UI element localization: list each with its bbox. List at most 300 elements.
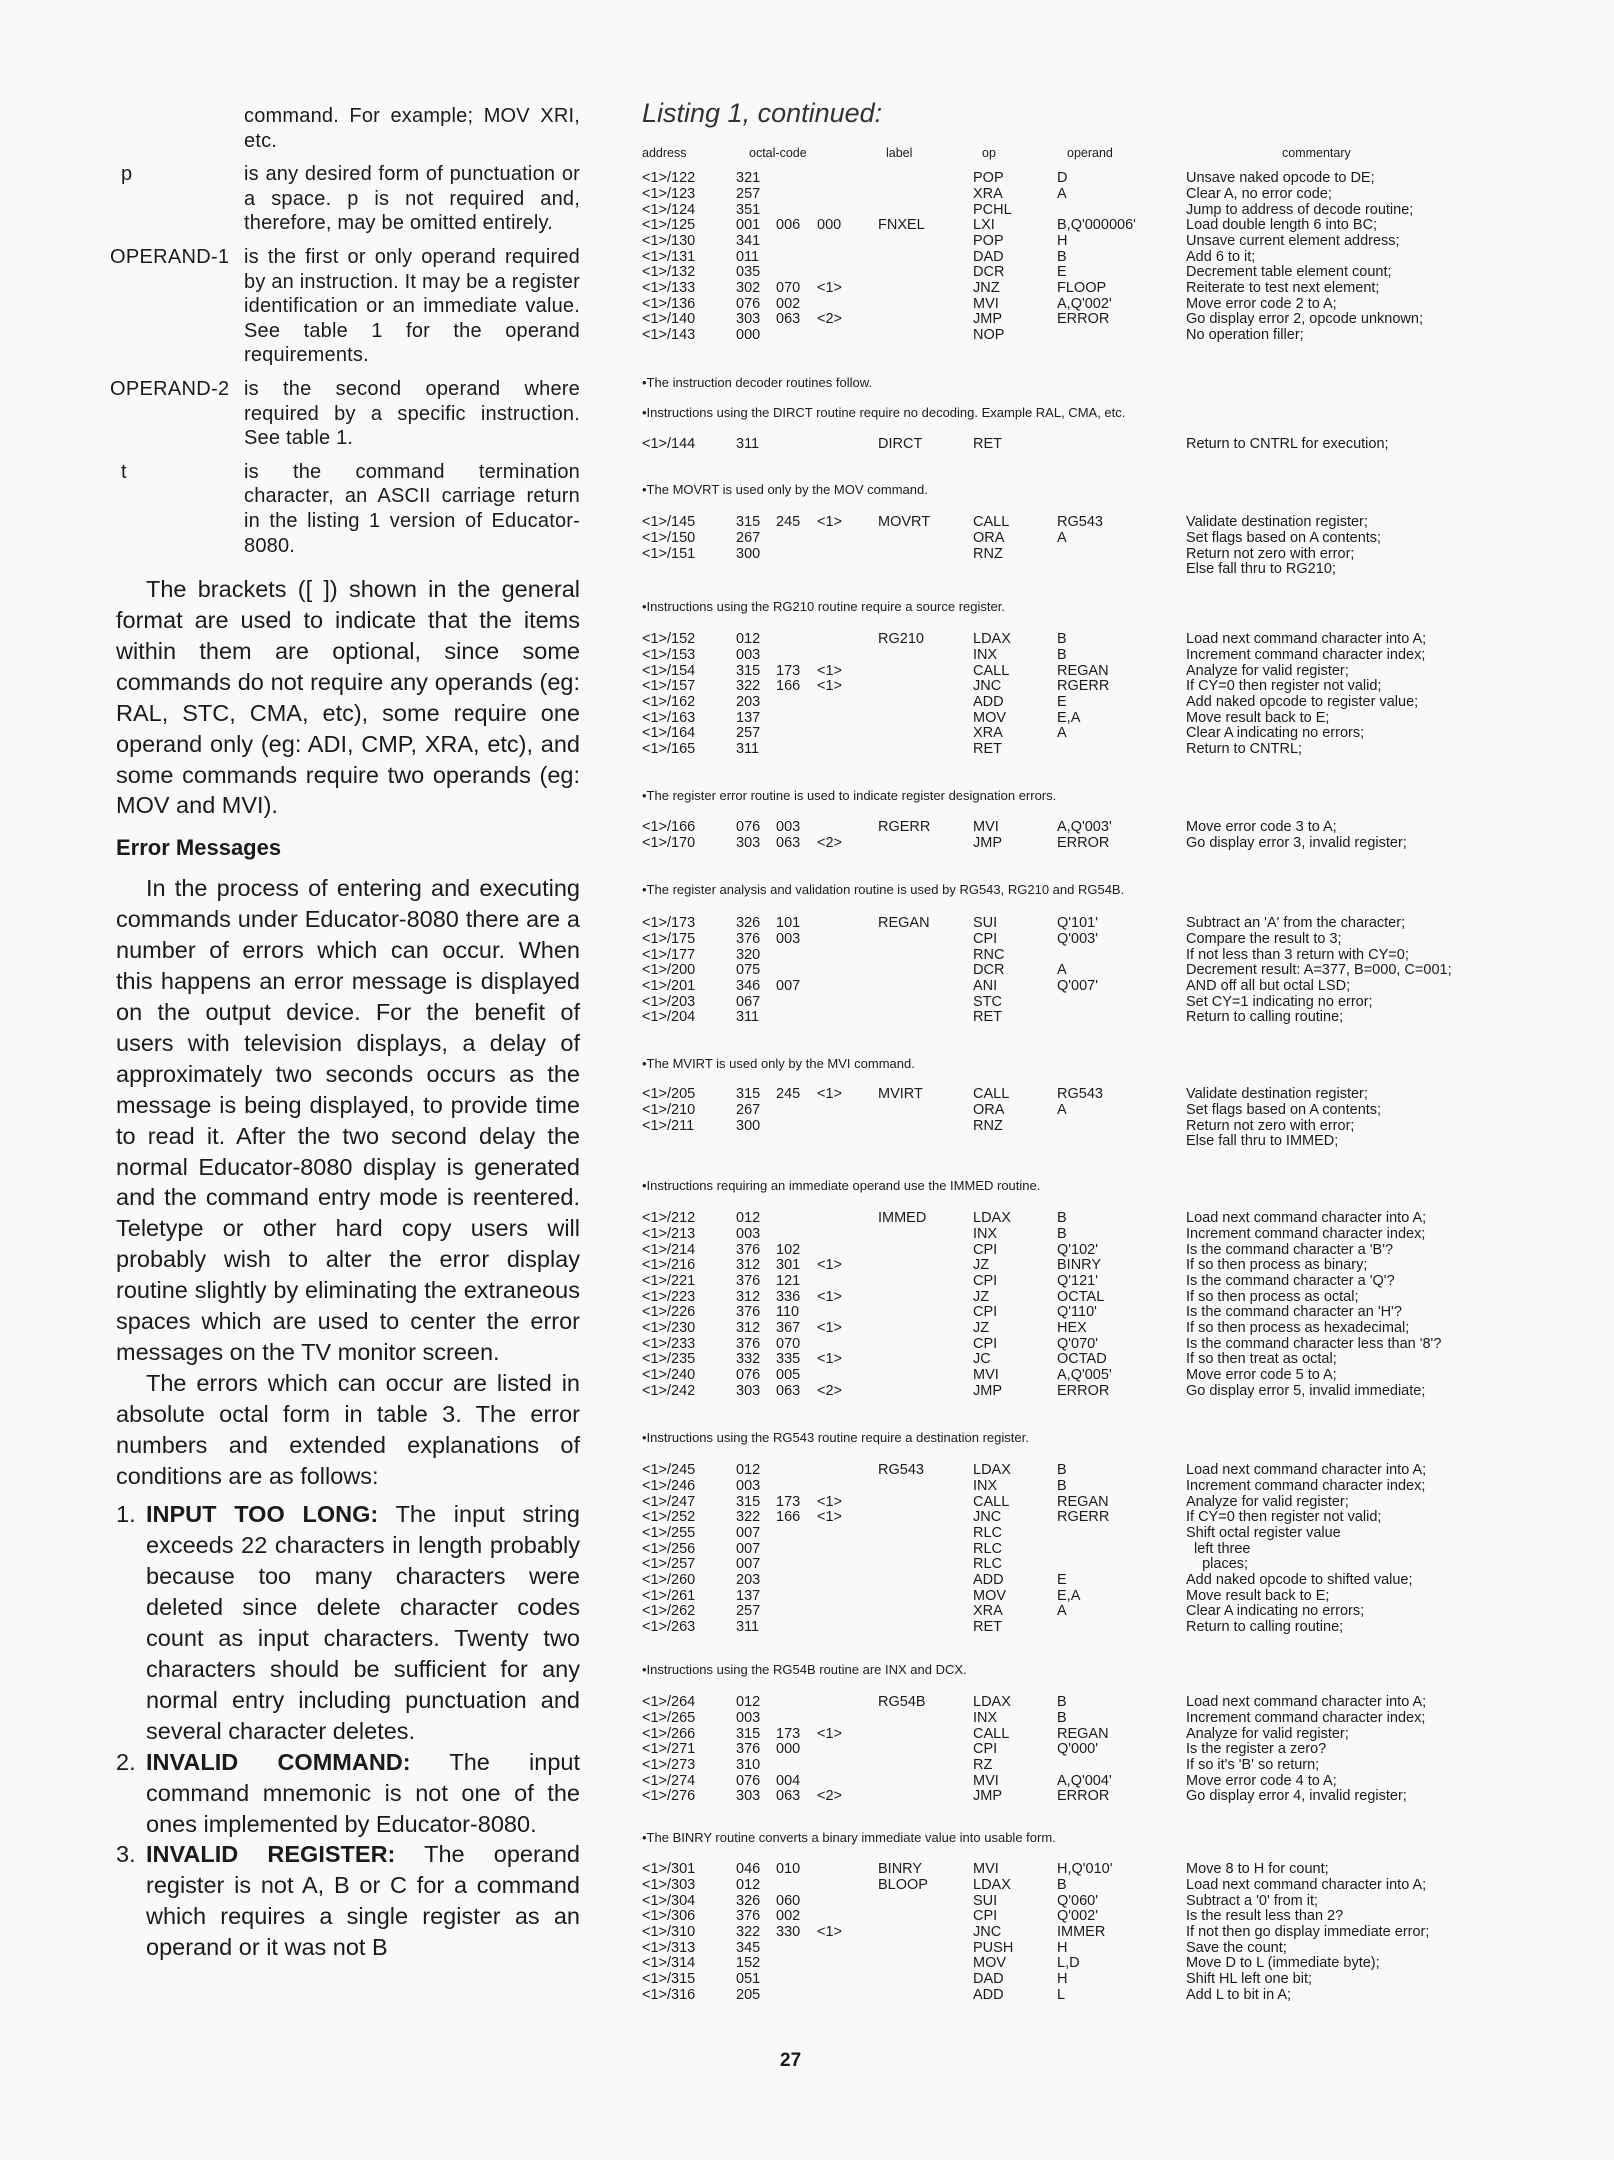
paragraph-errors-list-intro: The errors which can occur are listed in absolute octal form in table 3. The error numbers and extended explanations of conditions are as follows: [116,1369,580,1489]
listing-octal-byte-1: 346 [736,977,761,994]
listing-opcode: DAD [973,1971,1004,1988]
listing-opcode: RLC [973,1540,1003,1557]
listing-commentary: Decrement result: A=377, B=000, C=001; [1186,962,1452,979]
listing-operand: Q'121' [1057,1272,1099,1289]
listing-octal-byte-1: 001 [736,217,761,234]
listing-section-note: •The MOVRT is used only by the MOV command. [642,482,928,497]
listing-operand: RG543 [1057,1086,1103,1103]
error-description: The input string exceeds 22 characters in length probably because too many characters were deleted since delete character codes count as input characters. Twenty two characters should be sufficient for any normal entry including punctuation and several character deletes. [146,1501,580,1744]
listing-operand: A [1057,185,1067,202]
listing-section-note: •Instructions using the DIRCT routine require no decoding. Example RAL, CMA, etc. [642,405,1126,420]
listing-commentary: Set flags based on A contents; [1186,1101,1382,1118]
listing-commentary: Is the command character an 'H'? [1186,1304,1402,1321]
listing-address: <1>/260 [642,1572,696,1589]
listing-row [0,187,1614,203]
listing-opcode: JZ [973,1320,990,1337]
listing-label: REGAN [878,915,930,932]
listing-octal-byte-2: 000 [776,1741,801,1758]
listing-octal-byte-1: 303 [736,1382,761,1399]
listing-octal-byte-1: 267 [736,529,761,546]
listing-commentary: Return to calling routine; [1186,1619,1344,1636]
listing-address: <1>/316 [642,1986,696,2003]
listing-octal-byte-1: 075 [736,962,761,979]
listing-row [0,1988,1614,2004]
listing-commentary: Move error code 2 to A; [1186,295,1337,312]
listing-commentary: Else fall thru to RG210; [1186,561,1336,578]
listing-commentary: Move D to L (immediate byte); [1186,1955,1380,1972]
listing-address: <1>/165 [642,741,696,758]
listing-commentary: Add naked opcode to register value; [1186,693,1419,710]
listing-operand: A [1057,725,1067,742]
listing-row [0,1321,1614,1337]
listing-opcode: MVI [973,1861,999,1878]
listing-octal-byte-1: 315 [736,1493,761,1510]
listing-opcode: INX [973,1225,998,1242]
listing-operand: Q'102' [1057,1241,1099,1258]
listing-opcode: JMP [973,1788,1002,1805]
listing-operand: B [1057,1709,1067,1726]
listing-commentary: Move error code 4 to A; [1186,1772,1337,1789]
listing-label: BINRY [878,1861,923,1878]
listing-address: <1>/140 [642,311,696,328]
listing-label: IMMED [878,1210,927,1227]
listing-row [0,1956,1614,1972]
listing-octal-byte-1: 012 [736,631,761,648]
listing-address: <1>/204 [642,1009,696,1026]
listing-address: <1>/210 [642,1101,696,1118]
listing-operand: B [1057,248,1067,265]
error-title: INPUT TOO LONG: [146,1501,379,1528]
listing-commentary: Decrement table element count; [1186,264,1392,281]
listing-address: <1>/261 [642,1587,696,1604]
error-description: The operand register is not A, B or C for a command which requires a single register as an operand or it was not B [146,1841,580,1961]
listing-section-note: •The MVIRT is used only by the MVI command. [642,1056,915,1071]
listing-octal-byte-1: 000 [736,327,761,344]
listing-opcode: INX [973,646,998,663]
listing-opcode: JNZ [973,280,1000,297]
listing-address: <1>/271 [642,1741,696,1758]
listing-operand: L [1057,1986,1066,2003]
listing-octal-byte-2: 002 [776,1908,801,1925]
listing-opcode: JC [973,1351,991,1368]
listing-octal-byte-1: 007 [736,1556,761,1573]
listing-commentary: Analyze for valid register; [1186,662,1349,679]
listing-row [0,1368,1614,1384]
listing-operand: IMMER [1057,1923,1106,1940]
listing-octal-byte-2: 110 [776,1304,800,1321]
listing-opcode: POP [973,232,1004,249]
listing-commentary: Return to CNTRL; [1186,741,1303,758]
listing-row [0,547,1614,563]
listing-row [0,234,1614,250]
listing-address: <1>/223 [642,1288,696,1305]
listing-commentary: Set CY=1 indicating no error; [1186,993,1373,1010]
listing-octal-byte-3: <1> [817,1086,842,1103]
listing-commentary: Increment command character index; [1186,1225,1426,1242]
error-title: INVALID COMMAND: [146,1748,411,1775]
listing-octal-byte-1: 345 [736,1939,761,1956]
listing-commentary: Move result back to E; [1186,1587,1330,1604]
section-heading-error-messages: Error Messages [116,835,282,861]
listing-address: <1>/143 [642,327,696,344]
listing-commentary: Jump to address of decode routine; [1186,201,1414,218]
listing-commentary: If so then treat as octal; [1186,1351,1337,1368]
listing-address: <1>/256 [642,1540,696,1557]
listing-row [0,916,1614,932]
listing-row [0,1909,1614,1925]
listing-octal-byte-2: 121 [776,1272,801,1289]
listing-octal-byte-1: 076 [736,1772,761,1789]
listing-octal-byte-1: 312 [736,1257,761,1274]
listing-octal-byte-1: 376 [736,1908,761,1925]
listing-label: MVIRT [878,1086,923,1103]
listing-opcode: RET [973,1619,1002,1636]
listing-address: <1>/304 [642,1892,696,1909]
listing-operand: Q'007' [1057,977,1099,994]
listing-section-note: •The BINRY routine converts a binary immediate value into usable form. [642,1830,1056,1845]
listing-address: <1>/177 [642,946,696,963]
listing-octal-byte-1: 376 [736,1241,761,1258]
left-column [110,104,580,1963]
listing-row [0,679,1614,695]
listing-row [0,1495,1614,1511]
listing-commentary: Is the command character a 'B'? [1186,1241,1394,1258]
listing-opcode: CPI [973,1908,998,1925]
listing-label: BLOOP [878,1876,928,1893]
listing-octal-byte-3: <1> [817,1509,842,1526]
listing-commentary: Clear A, no error code; [1186,185,1332,202]
listing-opcode: MVI [973,1772,999,1789]
listing-operand: REGAN [1057,1493,1109,1510]
listing-address: <1>/273 [642,1756,696,1773]
listing-opcode: ANI [973,977,998,994]
listing-row [0,1384,1614,1400]
listing-operand: A [1057,1603,1067,1620]
listing-operand: FLOOP [1057,280,1107,297]
listing-octal-byte-1: 152 [736,1955,761,1972]
listing-octal-byte-2: 005 [776,1367,801,1384]
listing-row [0,1941,1614,1957]
listing-row [0,711,1614,727]
listing-octal-byte-1: 303 [736,834,761,851]
listing-operand: B [1057,1477,1067,1494]
listing-address: <1>/226 [642,1304,696,1321]
listing-address: <1>/257 [642,1556,696,1573]
listing-address: <1>/252 [642,1509,696,1526]
listing-opcode: MVI [973,1367,999,1384]
listing-opcode: CPI [973,1241,998,1258]
listing-row [0,1557,1614,1573]
listing-opcode: MVI [973,295,999,312]
listing-octal-byte-1: 076 [736,819,761,836]
listing-octal-byte-2: 004 [776,1772,801,1789]
listing-commentary: Subtract an 'A' from the character; [1186,915,1406,932]
listing-row [0,1463,1614,1479]
listing-operand: OCTAL [1057,1288,1105,1305]
listing-octal-byte-1: 315 [736,662,761,679]
listing-operand: H,Q'010' [1057,1861,1113,1878]
listing-commentary: Add L to bit in A; [1186,1986,1292,2003]
listing-operand: REGAN [1057,662,1109,679]
listing-address: <1>/144 [642,436,696,453]
listing-commentary: Unsave current element address; [1186,232,1400,249]
listing-octal-byte-3: <2> [817,1788,842,1805]
listing-octal-byte-1: 376 [736,1741,761,1758]
listing-octal-byte-3: <1> [817,1257,842,1274]
listing-octal-byte-1: 003 [736,646,761,663]
listing-row [0,1727,1614,1743]
listing-opcode: POP [973,170,1004,187]
listing-opcode: ADD [973,1986,1004,2003]
listing-octal-byte-1: 012 [736,1876,761,1893]
listing-row [0,1925,1614,1941]
listing-operand: OCTAD [1057,1351,1107,1368]
listing-operand: A [1057,1101,1067,1118]
listing-row [0,1972,1614,1988]
listing-address: <1>/235 [642,1351,696,1368]
listing-octal-byte-2: 006 [776,217,801,234]
listing-operand: B [1057,1876,1067,1893]
listing-row [0,1604,1614,1620]
listing-commentary: No operation filler; [1186,327,1304,344]
listing-commentary: Clear A indicating no errors; [1186,1603,1365,1620]
listing-octal-byte-1: 003 [736,1225,761,1242]
listing-octal-byte-1: 012 [736,1462,761,1479]
listing-operand: B [1057,646,1067,663]
listing-row [0,1894,1614,1910]
listing-operand: Q'110' [1057,1304,1097,1321]
listing-commentary: Return to calling routine; [1186,1009,1344,1026]
column-header-octal-code: octal-code [749,146,807,160]
listing-octal-byte-2: 063 [776,1382,801,1399]
listing-operand: E,A [1057,709,1081,726]
listing-opcode: RNZ [973,1117,1003,1134]
listing-row [0,742,1614,758]
listing-octal-byte-1: 303 [736,1788,761,1805]
listing-row [0,963,1614,979]
listing-address: <1>/164 [642,725,696,742]
definition-description: is the command termination character, an ASCII carriage return in the listing 1 version of Educator-8080. [244,460,580,557]
listing-address: <1>/132 [642,264,696,281]
listing-commentary: Unsave naked opcode to DE; [1186,170,1375,187]
listing-operand: BINRY [1057,1257,1102,1274]
listing-commentary: Load next command character into A; [1186,1210,1427,1227]
listing-row [0,979,1614,995]
listing-operand: B,Q'000006' [1057,217,1136,234]
listing-opcode: CPI [973,1304,998,1321]
listing-octal-byte-1: 322 [736,1509,761,1526]
listing-row [0,1542,1614,1558]
listing-octal-byte-2: 063 [776,311,801,328]
listing-opcode: CPI [973,1272,998,1289]
listing-opcode: ORA [973,529,1005,546]
listing-address: <1>/152 [642,631,696,648]
listing-opcode: INX [973,1477,998,1494]
listing-commentary: Is the command character a 'Q'? [1186,1272,1395,1289]
listing-commentary: Analyze for valid register; [1186,1725,1349,1742]
listing-address: <1>/266 [642,1725,696,1742]
listing-row [0,250,1614,266]
listing-address: <1>/157 [642,678,696,695]
listing-opcode: LDAX [973,1876,1011,1893]
listing-address: <1>/216 [642,1257,696,1274]
listing-address: <1>/162 [642,693,696,710]
listing-commentary: Go display error 4, invalid register; [1186,1788,1407,1805]
listing-commentary: Return not zero with error; [1186,1117,1355,1134]
listing-octal-byte-1: 257 [736,1603,761,1620]
listing-octal-byte-1: 007 [736,1540,761,1557]
listing-octal-byte-1: 303 [736,311,761,328]
listing-address: <1>/123 [642,185,696,202]
listing-commentary: Subtract a '0' from it; [1186,1892,1319,1909]
listing-address: <1>/122 [642,170,696,187]
listing-operand: RGERR [1057,678,1110,695]
listing-commentary: Load next command character into A; [1186,1876,1427,1893]
listing-octal-byte-1: 267 [736,1101,761,1118]
listing-row [0,726,1614,742]
listing-commentary: Clear A indicating no errors; [1186,725,1365,742]
listing-row [0,328,1614,344]
listing-octal-byte-2: 336 [776,1288,801,1305]
listing-opcode: RET [973,1009,1002,1026]
listing-address: <1>/203 [642,993,696,1010]
listing-row [0,836,1614,852]
listing-row [0,1337,1614,1353]
listing-octal-byte-1: 137 [736,1587,761,1604]
listing-octal-byte-1: 315 [736,514,761,531]
listing-opcode: XRA [973,1603,1003,1620]
listing-octal-byte-1: 322 [736,678,761,695]
listing-octal-byte-1: 332 [736,1351,761,1368]
listing-operand: B [1057,631,1067,648]
listing-address: <1>/212 [642,1210,696,1227]
listing-octal-byte-1: 320 [736,946,761,963]
listing-octal-byte-1: 051 [736,1971,761,1988]
listing-octal-byte-1: 311 [736,436,760,453]
listing-octal-byte-1: 003 [736,1709,761,1726]
listing-operand: B [1057,1462,1067,1479]
listing-octal-byte-1: 300 [736,545,761,562]
listing-section-note: •The register analysis and validation routine is used by RG543, RG210 and RG54B. [642,882,1125,897]
page-number: 27 [780,2050,802,2071]
listing-address: <1>/201 [642,977,696,994]
listing-row [0,1479,1614,1495]
listing-commentary: Shift HL left one bit; [1186,1971,1313,1988]
listing-address: <1>/264 [642,1694,696,1711]
listing-octal-byte-1: 376 [736,1304,761,1321]
listing-label: RG210 [878,631,924,648]
listing-operand: H [1057,1939,1068,1956]
listing-octal-byte-3: <2> [817,311,842,328]
listing-address: <1>/314 [642,1955,696,1972]
listing-operand: HEX [1057,1320,1087,1337]
listing-commentary: Load next command character into A; [1186,631,1427,648]
listing-opcode: LDAX [973,1462,1011,1479]
listing-octal-byte-3: <2> [817,1382,842,1399]
listing-opcode: CPI [973,1335,998,1352]
listing-commentary: Increment command character index; [1186,1709,1426,1726]
listing-address: <1>/154 [642,662,696,679]
listing-address: <1>/205 [642,1086,696,1103]
listing-octal-byte-1: 203 [736,1572,761,1589]
listing-row [0,648,1614,664]
listing-commentary: Go display error 5, invalid immediate; [1186,1382,1426,1399]
listing-octal-byte-2: 102 [776,1241,801,1258]
listing-row [0,203,1614,219]
listing-octal-byte-1: 326 [736,915,761,932]
listing-octal-byte-1: 137 [736,709,761,726]
listing-octal-byte-1: 076 [736,1367,761,1384]
listing-row [0,1211,1614,1227]
column-header-label: label [886,146,913,160]
listing-octal-byte-1: 067 [736,993,761,1010]
listing-octal-byte-2: 173 [776,662,801,679]
listing-commentary: Else fall thru to IMMED; [1186,1133,1339,1150]
listing-octal-byte-2: 173 [776,1493,801,1510]
listing-opcode: RET [973,741,1002,758]
listing-address: <1>/246 [642,1477,696,1494]
error-title: INVALID REGISTER: [146,1841,396,1868]
listing-commentary: If not less than 3 return with CY=0; [1186,946,1409,963]
listing-row [0,1789,1614,1805]
error-number: 1. [116,1501,136,1528]
listing-row [0,218,1614,234]
listing-operand: B [1057,1210,1067,1227]
listing-opcode: JMP [973,311,1002,328]
listing-address: <1>/247 [642,1493,696,1510]
listing-opcode: NOP [973,327,1005,344]
listing-row [0,695,1614,711]
listing-octal-byte-1: 312 [736,1288,761,1305]
listing-octal-byte-3: <1> [817,1923,842,1940]
definition-term: OPERAND-2 [110,377,230,400]
listing-octal-byte-2: 367 [776,1320,801,1337]
paragraph-error-process: In the process of entering and executing commands under Educator-8080 there are a number of errors which can occur. When this happens an error message is displayed on the output device. For the benefit of users with television displays, a delay of approximately two seconds occurs as the message is being displayed, to provide time to read it. After the two second delay the normal Educator-8080 display is generated and the command entry mode is reentered. Teletype or other hard copy users will probably wish to alter the error display routine slightly by eliminating the extraneous spaces which are used to center the error messages on the TV monitor screen. [116,875,580,1365]
listing-address: <1>/245 [642,1462,696,1479]
listing-opcode: JNC [973,1923,1002,1940]
paragraph-brackets: The brackets ([ ]) shown in the general format are used to indicate that the items within them are optional, since some commands do not require any operands (eg: RAL, STC, CMA, etc), some require one operand only (eg: ADI, CMP, XRA, etc), and some commands require two operands (eg: MOV and MVI). [116,576,580,819]
listing-row [0,1758,1614,1774]
listing-commentary: Go display error 2, opcode unknown; [1186,311,1423,328]
listing-row [0,664,1614,680]
listing-opcode: RLC [973,1556,1003,1573]
listing-octal-byte-1: 076 [736,295,761,312]
listing-row [0,1526,1614,1542]
listing-row [0,515,1614,531]
listing-octal-byte-1: 257 [736,185,761,202]
listing-opcode: LXI [973,217,995,234]
column-header-op: op [982,146,996,160]
listing-commentary: Increment command character index; [1186,1477,1426,1494]
listing-address: <1>/255 [642,1524,696,1541]
listing-octal-byte-1: 311 [736,1009,760,1026]
listing-octal-byte-1: 046 [736,1861,761,1878]
listing-commentary: If so then process as hexadecimal; [1186,1320,1410,1337]
listing-octal-byte-1: 007 [736,1524,761,1541]
listing-row [0,948,1614,964]
listing-section-note: •The register error routine is used to indicate register designation errors. [642,788,1057,803]
listing-commentary: Return to CNTRL for execution; [1186,436,1389,453]
listing-address: <1>/315 [642,1971,696,1988]
listing-octal-byte-1: 302 [736,280,761,297]
listing-octal-byte-3: <1> [817,514,842,531]
listing-row [0,1274,1614,1290]
listing-opcode: MOV [973,709,1007,726]
listing-operand: Q'002' [1057,1908,1099,1925]
listing-address: <1>/233 [642,1335,696,1352]
listing-octal-byte-2: 063 [776,1788,801,1805]
listing-opcode: JMP [973,834,1002,851]
